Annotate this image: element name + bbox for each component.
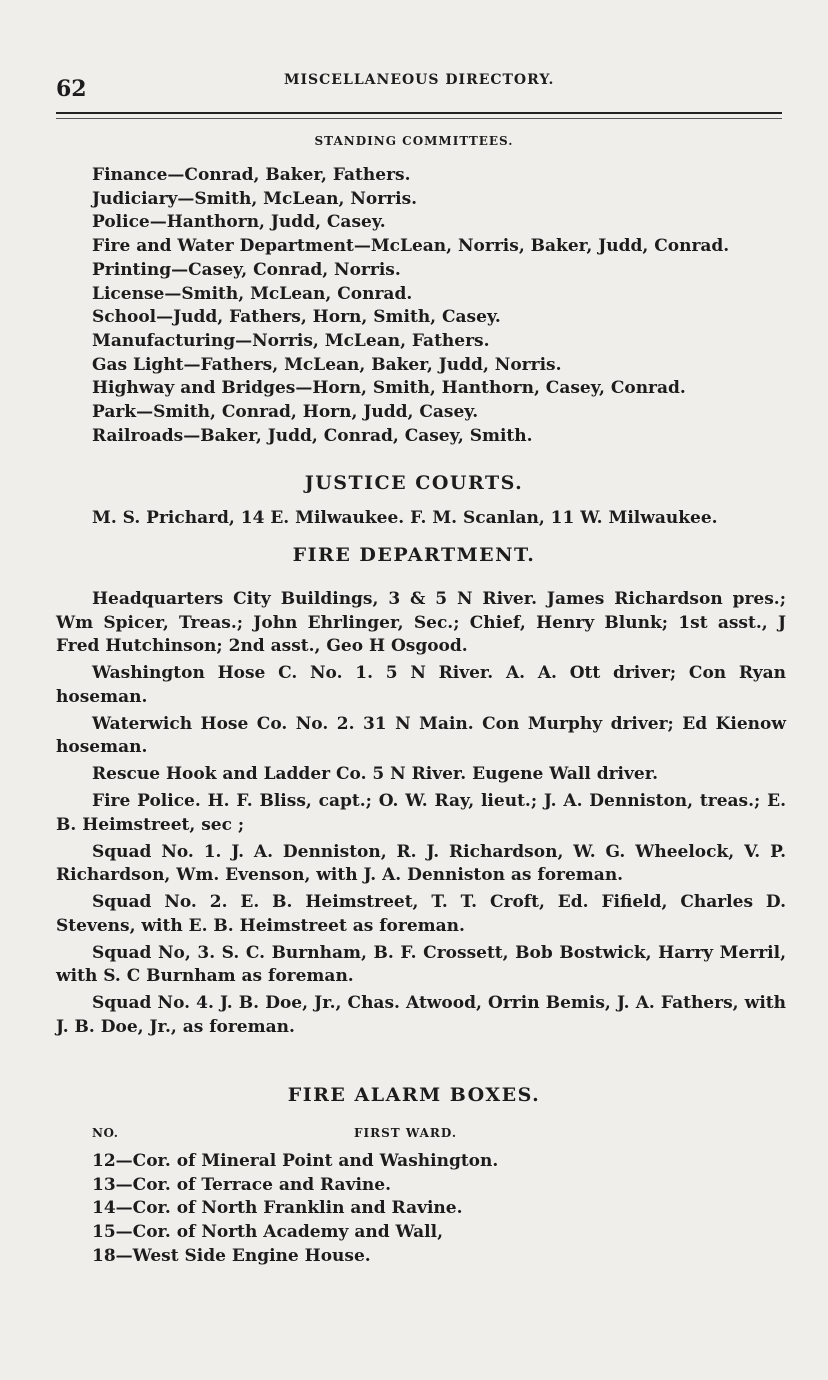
fire-department-body <box>56 588 786 1043</box>
committee-item: License—Smith, McLean, Conrad. <box>92 283 413 304</box>
alarm-number-column-header: NO. <box>92 1126 119 1140</box>
alarm-box-item: 12—Cor. of Mineral Point and Washington. <box>92 1151 499 1171</box>
fire-dept-paragraph: Headquarters City Buildings, 3 & 5 N River. James Richardson pres.; Wm Spicer, Treas.; John Ehrlinger, Sec.; Chief, Henry Blunk; 1st asst., J Fred Hutchinson; 2nd asst., Geo H Osgood. <box>56 589 786 656</box>
fire-dept-paragraph: Squad No. 2. E. B. Heimstreet, T. T. Croft, Ed. Fifield, Charles D. Stevens, with E. B. Heimstreet as foreman. <box>56 892 786 936</box>
alarm-box-item: 15—Cor. of North Academy and Wall, <box>92 1222 443 1243</box>
fire-dept-paragraph: Squad No. 1. J. A. Denniston, R. J. Richardson, W. G. Wheelock, V. P. Richardson, Wm. Evenson, with J. A. Denniston as foreman. <box>56 841 786 885</box>
alarm-box-item: 14—Cor. of North Franklin and Ravine. <box>92 1198 463 1219</box>
committee-item: Police—Hanthorn, Judd, Casey. <box>92 212 386 233</box>
committee-item: Finance—Conrad, Baker, Fathers. <box>92 165 411 185</box>
standing-committees-list <box>92 164 792 448</box>
fire-alarm-boxes-list <box>92 1150 498 1269</box>
committee-item: Judiciary—Smith, McLean, Norris. <box>92 188 418 209</box>
alarm-box-item: 13—Cor. of Terrace and Ravine. <box>92 1174 392 1195</box>
fire-dept-paragraph: Fire Police. H. F. Bliss, capt.; O. W. Ray, lieut.; J. A. Denniston, treas.; E. B. Heimstreet, sec ; <box>56 791 786 835</box>
justice-courts-title: JUSTICE COURTS. <box>304 472 524 494</box>
fire-alarm-boxes-title: FIRE ALARM BOXES. <box>287 1084 541 1106</box>
fire-dept-paragraph: Squad No. 4. J. B. Doe, Jr., Chas. Atwood, Orrin Bemis, J. A. Fathers, with J. B. Doe, Jr., as foreman. <box>56 993 786 1037</box>
committee-item: Gas Light—Fathers, McLean, Baker, Judd, Norris. <box>92 354 562 375</box>
committee-item: School—Judd, Fathers, Horn, Smith, Casey. <box>92 307 501 328</box>
page-number: 62 <box>56 76 87 102</box>
alarm-box-item: 18—West Side Engine House. <box>92 1245 371 1266</box>
ward-column-header: FIRST WARD. <box>354 1126 458 1140</box>
running-title: MISCELLANEOUS DIRECTORY. <box>284 72 555 88</box>
committee-item: Fire and Water Department—McLean, Norris, Baker, Judd, Conrad. <box>92 236 730 257</box>
committee-item: Park—Smith, Conrad, Horn, Judd, Casey. <box>92 402 479 423</box>
committee-item: Railroads—Baker, Judd, Conrad, Casey, Smith. <box>92 425 533 446</box>
committee-item: Printing—Casey, Conrad, Norris. <box>92 259 401 280</box>
committee-item: Highway and Bridges—Horn, Smith, Hanthorn, Casey, Conrad. <box>92 378 686 399</box>
fire-dept-paragraph: Waterwich Hose Co. No. 2. 31 N Main. Con Murphy driver; Ed Kienow hoseman. <box>56 713 786 757</box>
fire-dept-paragraph: Washington Hose C. No. 1. 5 N River. A. A. Ott driver; Con Ryan hoseman. <box>56 663 786 707</box>
justice-courts-line: M. S. Prichard, 14 E. Milwaukee. F. M. Scanlan, 11 W. Milwaukee. <box>92 508 718 528</box>
committee-item: Manufacturing—Norris, McLean, Fathers. <box>92 330 490 351</box>
header-rule-thin <box>56 118 782 119</box>
header-rule <box>56 112 782 114</box>
fire-department-title: FIRE DEPARTMENT. <box>292 544 536 566</box>
standing-committees-title: STANDING COMMITTEES. <box>314 134 514 148</box>
fire-dept-paragraph: Rescue Hook and Ladder Co. 5 N River. Eugene Wall driver. <box>92 764 659 784</box>
fire-dept-paragraph: Squad No, 3. S. C. Burnham, B. F. Crossett, Bob Bostwick, Harry Merril, with S. C Burnham as foreman. <box>56 942 786 986</box>
